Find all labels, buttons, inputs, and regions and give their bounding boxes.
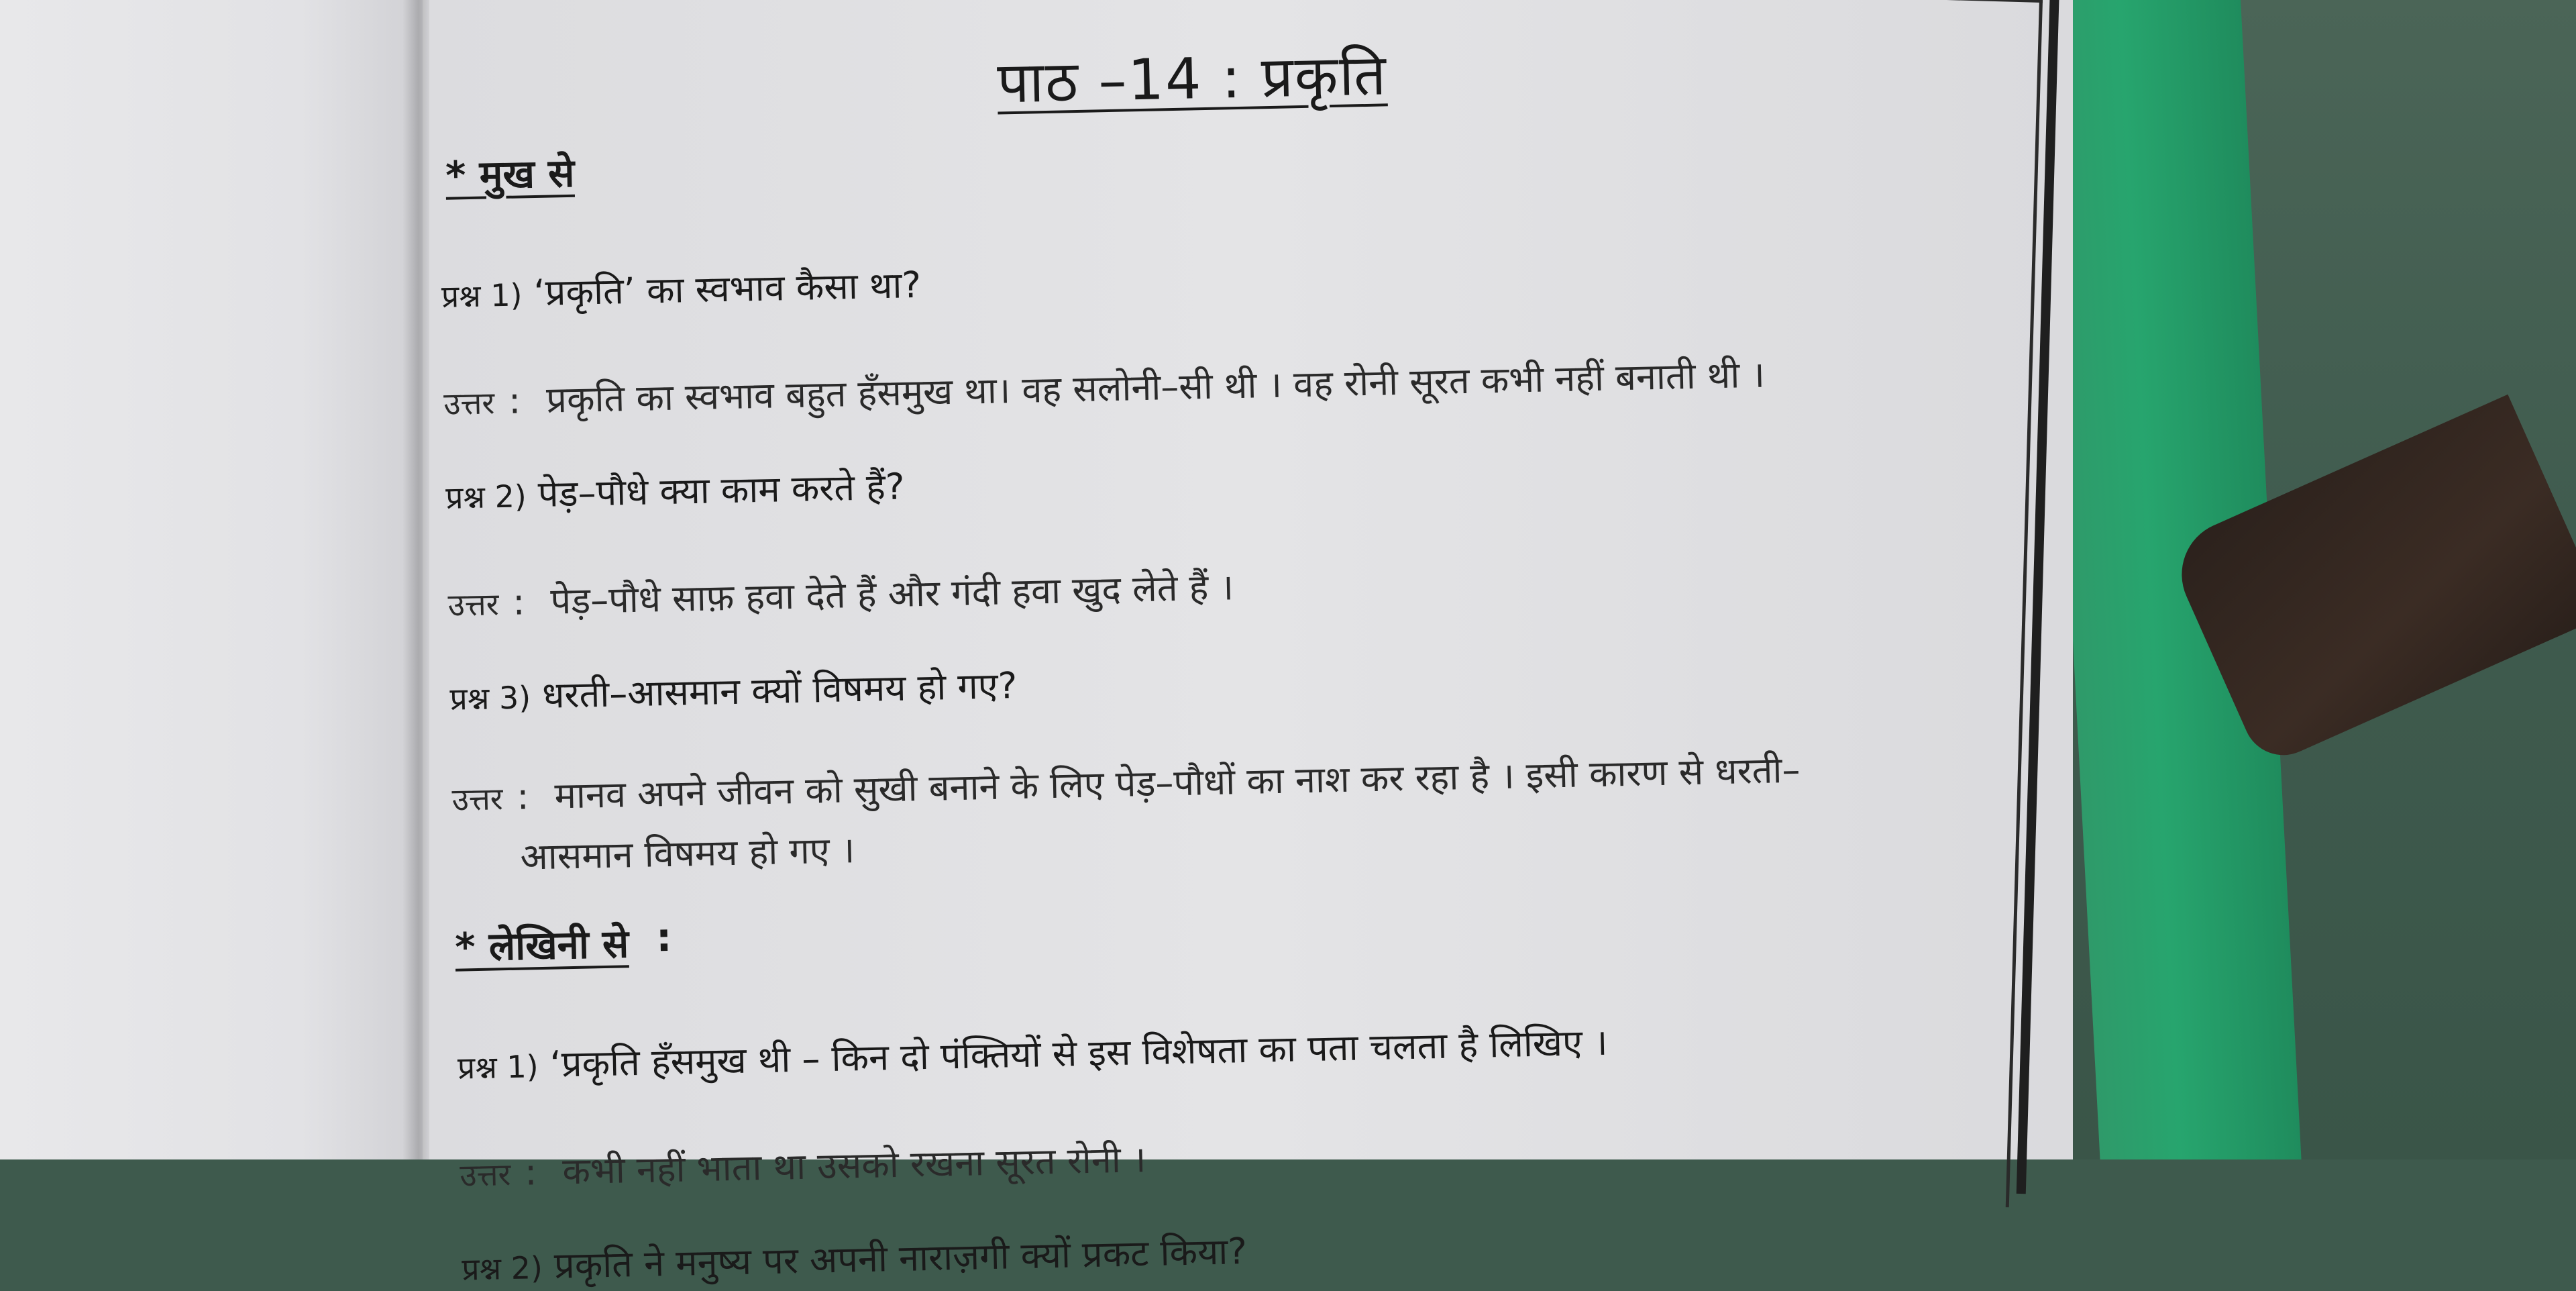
left-book-page bbox=[0, 0, 429, 1159]
answer-text: पेड़–पौधे साफ़ हवा देते हैं और गंदी हवा खुद लेते हैं । bbox=[549, 566, 1234, 623]
section-heading-oral: * मुख से bbox=[445, 150, 575, 199]
answer-label: उत्तर bbox=[459, 1156, 511, 1194]
oral-question-1 bbox=[441, 258, 922, 318]
answer-label: उत्तर bbox=[451, 780, 504, 818]
question-label: प्रश्न 1) bbox=[457, 1048, 539, 1086]
question-label: प्रश्न 1) bbox=[441, 276, 523, 315]
question-text: धरती–आसमान क्यों विषमय हो गए? bbox=[541, 664, 1018, 717]
question-text: ‘प्रकृति हँसमुख थी – किन दो पंक्तियों से इस विशेषता का पता चलता है लिखिए । bbox=[549, 1021, 1609, 1086]
written-question-1 bbox=[457, 1016, 1608, 1090]
answer-label: उत्तर bbox=[443, 384, 495, 422]
written-question-2 bbox=[461, 1225, 1247, 1291]
answer-text: कभी नहीं भाता था उसको रखना सूरत रोनी । bbox=[561, 1138, 1147, 1193]
answer-text-line-2: आसमान विषमय हो गए । bbox=[519, 829, 855, 878]
oral-answer-3: उत्तर : मानव अपने जीवन को सुखी बनाने के लिए पेड़–पौधों का नाश कर रहा है । इसी कारण से धरती– bbox=[451, 748, 1801, 818]
section-heading-written-text: * लेखिनी से bbox=[454, 921, 629, 970]
lesson-title: पाठ –14 : प्रकृति bbox=[996, 42, 1388, 116]
worksheet-content bbox=[436, 7, 2043, 1288]
section-heading-written bbox=[454, 915, 629, 972]
answer-label: उत्तर bbox=[447, 586, 499, 623]
question-text: प्रकृति ने मनुष्य पर अपनी नाराज़गी क्यों प्रकट किया? bbox=[553, 1230, 1248, 1287]
oral-question-3 bbox=[449, 659, 1018, 721]
oral-question-2 bbox=[445, 460, 905, 519]
question-label: प्रश्न 2) bbox=[461, 1249, 543, 1288]
answer-text-line-1: मानव अपने जीवन को सुखी बनाने के लिए पेड़–पौधों का नाश कर रहा है । इसी कारण से धरती– bbox=[553, 748, 1801, 817]
question-label: प्रश्न 2) bbox=[445, 478, 527, 516]
question-text: ‘प्रकृति’ का स्वभाव कैसा था? bbox=[533, 263, 922, 315]
question-label: प्रश्न 3) bbox=[449, 679, 531, 717]
question-text: पेड़–पौधे क्या काम करते हैं? bbox=[537, 465, 906, 515]
section-heading-written-colon: : bbox=[655, 914, 672, 961]
oral-answer-3-continued bbox=[520, 823, 855, 880]
oral-answer-1: उत्तर : प्रकृति का स्वभाव बहुत हँसमुख था। वह सलोनी–सी थी । वह रोनी सूरत कभी नहीं बनाती थी । bbox=[443, 353, 1766, 422]
answer-text: प्रकृति का स्वभाव बहुत हँसमुख था। वह सलोनी–सी थी । वह रोनी सूरत कभी नहीं बनाती थी । bbox=[545, 353, 1766, 421]
written-answer-1: उत्तर : कभी नहीं भाता था उसको रखना सूरत रोनी । bbox=[459, 1138, 1147, 1194]
oral-answer-2: उत्तर : पेड़–पौधे साफ़ हवा देते हैं और गंदी हवा खुद लेते हैं । bbox=[447, 566, 1234, 623]
